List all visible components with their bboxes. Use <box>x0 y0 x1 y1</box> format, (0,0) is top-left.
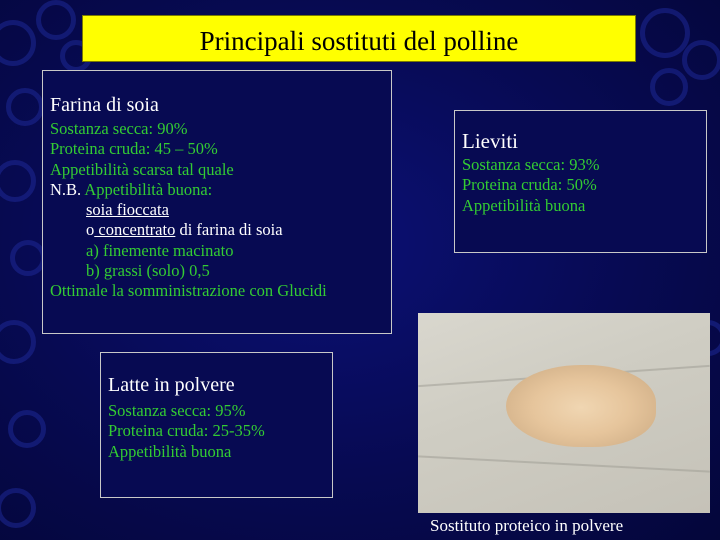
concentrato-text: concentrato <box>94 220 176 240</box>
nb-text: Appetibilità buona: <box>81 179 213 199</box>
slide-title: Principali sostituti del polline <box>82 15 636 62</box>
soia-fioccata <box>50 200 391 220</box>
lieviti-appetibilita: Appetibilità buona <box>462 195 586 215</box>
lieviti-heading: Lieviti <box>462 129 518 153</box>
panel-latte-in-polvere <box>100 352 333 498</box>
panel-lieviti <box>454 110 707 253</box>
lieviti-sostanza-secca: Sostanza secca: 93% <box>462 155 600 174</box>
powder-pile <box>506 365 656 447</box>
background-ring <box>6 88 44 126</box>
soia-heading: Farina di soia <box>50 94 159 116</box>
soia-item-a: a) finemente macinato <box>86 240 234 260</box>
powder-photo <box>418 313 710 513</box>
o-prefix: o <box>86 220 95 240</box>
background-ring <box>10 240 46 276</box>
soia-nota-bene <box>50 180 391 200</box>
latte-proteina-cruda: Proteina cruda: 25-35% <box>108 421 265 441</box>
background-ring <box>640 8 690 58</box>
latte-appetibilita: Appetibilità buona <box>108 441 232 461</box>
photo-caption: Sostituto proteico in polvere <box>430 516 624 535</box>
background-ring <box>0 488 36 528</box>
soia-concentrato <box>50 220 391 240</box>
soia-appetibilita: Appetibilità scarsa tal quale <box>50 159 234 179</box>
nb-label: N.B. <box>50 179 82 199</box>
concentrato-suffix: di farina di soia <box>175 220 283 240</box>
soia-ottimale: Ottimale la somministrazione con Glucidi <box>50 281 327 301</box>
latte-sostanza-secca: Sostanza secca: 95% <box>108 401 246 420</box>
background-ring <box>650 68 688 106</box>
background-ring <box>682 40 720 80</box>
background-ring <box>8 410 46 448</box>
soia-sostanza-secca: Sostanza secca: 90% <box>50 119 188 138</box>
background-ring <box>0 320 36 364</box>
lieviti-proteina-cruda: Proteina cruda: 50% <box>462 175 597 195</box>
panel-farina-di-soia <box>42 70 392 334</box>
background-ring <box>0 160 36 202</box>
soia-fioccata-text: soia fioccata <box>86 200 169 220</box>
background-ring <box>0 20 36 66</box>
background-ring <box>36 0 76 40</box>
soia-item-b: b) grassi (solo) 0,5 <box>86 261 210 281</box>
latte-heading: Latte in polvere <box>108 374 235 396</box>
soia-proteina-cruda: Proteina cruda: 45 – 50% <box>50 139 218 159</box>
paper-fold <box>418 455 710 472</box>
